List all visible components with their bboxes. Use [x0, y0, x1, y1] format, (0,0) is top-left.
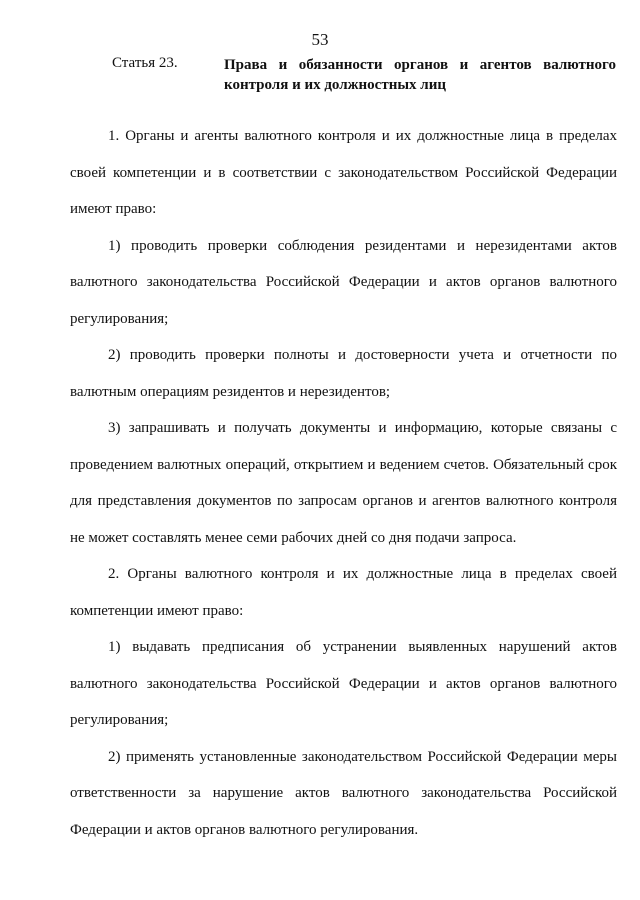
paragraph-1-item-2: 2) проводить проверки полноты и достоверности учета и отчетности по валютным операциям резидентов и нерезидентов;	[70, 347, 617, 400]
paragraph-1-item-1: 1) проводить проверки соблюдения резидентами и нерезидентами актов валютного законодательства Российской Федерации и актов органов валютного регулирования;	[70, 237, 617, 327]
document-body	[70, 118, 617, 848]
paragraph-2-item-1: 1) выдавать предписания об устранении выявленных нарушений актов валютного законодательства Российской Федерации и актов органов валютного регулирования;	[70, 639, 617, 728]
paragraph-2: 2. Органы валютного контроля и их должностные лица в пределах своей компетенции имеют право:	[70, 566, 617, 619]
paragraph-1: 1. Органы и агенты валютного контроля и их должностные лица в пределах своей компетенции и в соответствии с законодательством Российской Федерации имеют право:	[70, 128, 617, 217]
paragraph-1-item-3: 3) запрашивать и получать документы и информацию, которые связаны с проведением валютных операций, открытием и ведением счетов. Обязательный срок для представления документов по запросам органов и агентов валютного контроля не может составлять менее семи рабочих дней со дня подачи запроса.	[70, 420, 617, 546]
article-label: Статья 23.	[112, 55, 178, 71]
article-title: Права и обязанности органов и агентов валютного контроля и их должностных лиц	[224, 57, 616, 93]
paragraph-2-item-2: 2) применять установленные законодательством Российской Федерации меры ответственности за нарушение актов валютного законодательства Российской Федерации и актов органов валютного регулирования.	[70, 748, 617, 838]
page-number: 53	[311, 30, 329, 49]
